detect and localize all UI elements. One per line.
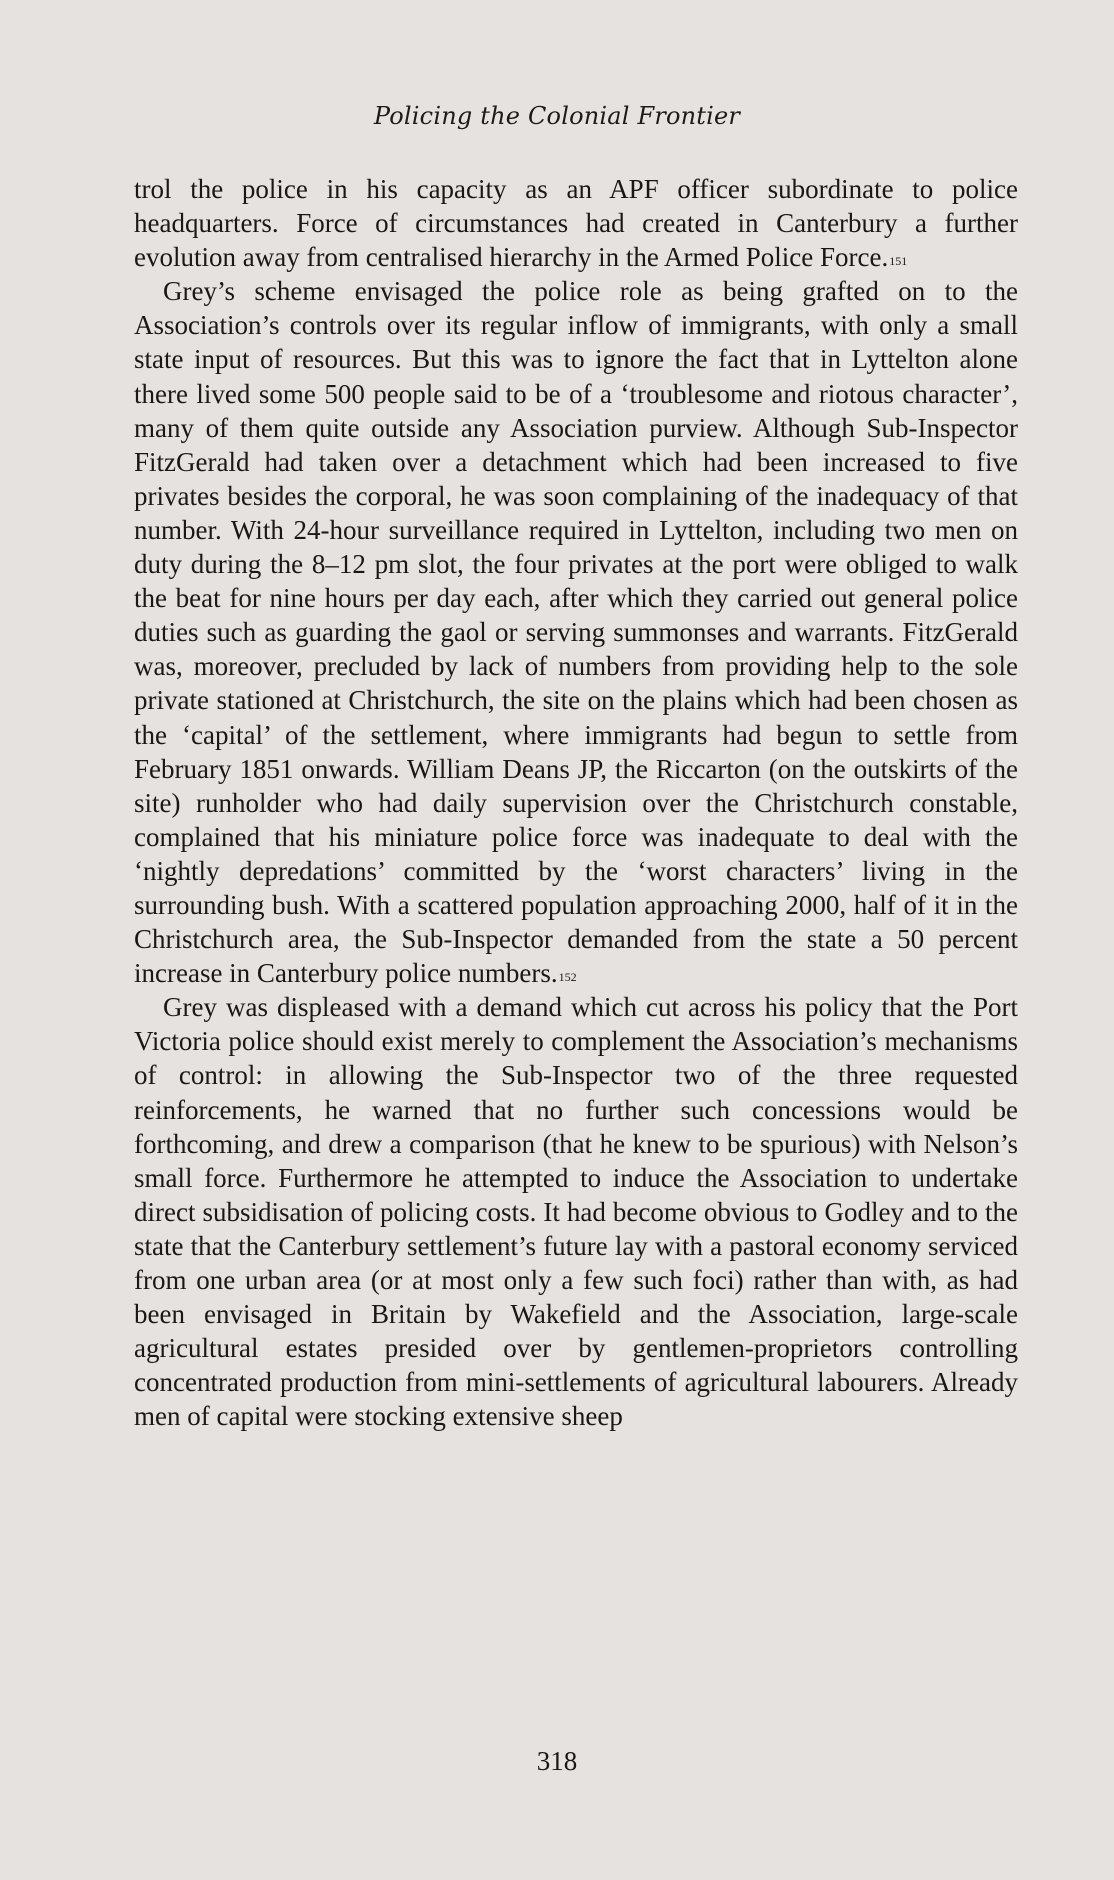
paragraph-text: Grey was displeased with a demand which cut across his policy that the Port Victoria police should exist merely to complement the Association’s mechanisms of control: in allowing the Sub-Inspector two of the three requested reinforcements, he warned that no further such concessions would be forthcoming, and drew a comparison (that he knew to be spurious) with Nelson’s small force. Furthermore he attempted to induce the Association to undertake direct subsidisation of policing costs. It had become obvious to Godley and to the state that the Canterbury settlement’s future lay with a pastoral economy serviced from one urban area (or at most only a few such foci) rather than with, as had been envisaged in Britain by Wakefield and the Association, large-scale agricultural estates presided over by gentlemen-proprietors controlling concentrated production from mini-settlements of agricultural labourers. Already men of capital were stocking extensive sheep: [134, 992, 1018, 1432]
page-number: 318: [536, 1746, 578, 1776]
paragraph-3: [134, 990, 1018, 1433]
running-head: Policing the Colonial Frontier: [373, 102, 741, 130]
footnote-marker: 152: [558, 970, 577, 985]
footnote-marker: 151: [889, 254, 908, 269]
paragraph-text: Grey’s scheme envisaged the police role as being grafted on to the Association’s controls over its regular inflow of immigrants, with only a small state input of resources. But this was to ignore the fact that in Lyttelton alone there lived some 500 people said to be of a ‘troublesome and riotous character’, many of them quite outside any Association purview. Although Sub-Inspector FitzGerald had taken over a detachment which had been increased to five privates besides the corporal, he was soon complaining of the inadequacy of that number. With 24-hour surveillance required in Lyttelton, including two men on duty during the 8–12 pm slot, the four privates at the port were obliged to walk the beat for nine hours per day each, after which they carried out general police duties such as guarding the gaol or serving summonses and warrants. FitzGerald was, moreover, precluded by lack of numbers from providing help to the sole private stationed at Christchurch, the site on the plains which had been chosen as the ‘capital’ of the settlement, where immigrants had begun to settle from February 1851 onwards. William Deans JP, the Riccarton (on the outskirts of the site) runholder who had daily supervision over the Christchurch constable, complained that his miniature police force was inadequate to deal with the ‘nightly depredations’ committed by the ‘worst characters’ living in the surrounding bush. With a scattered population approaching 2000, half of it in the Christchurch area, the Sub-Inspector demanded from the state a 50 percent increase in Canterbury police numbers.: [134, 276, 1018, 989]
paragraph-1: [134, 172, 1018, 274]
body-text: [134, 172, 1018, 1433]
paragraph-2: [134, 274, 1018, 990]
paragraph-text: trol the police in his capacity as an APF officer subordinate to police headquarters. Force of circumstances had created in Canterbury a further evolution away from centralised hierarchy in the Armed Police Force.: [134, 174, 1018, 273]
